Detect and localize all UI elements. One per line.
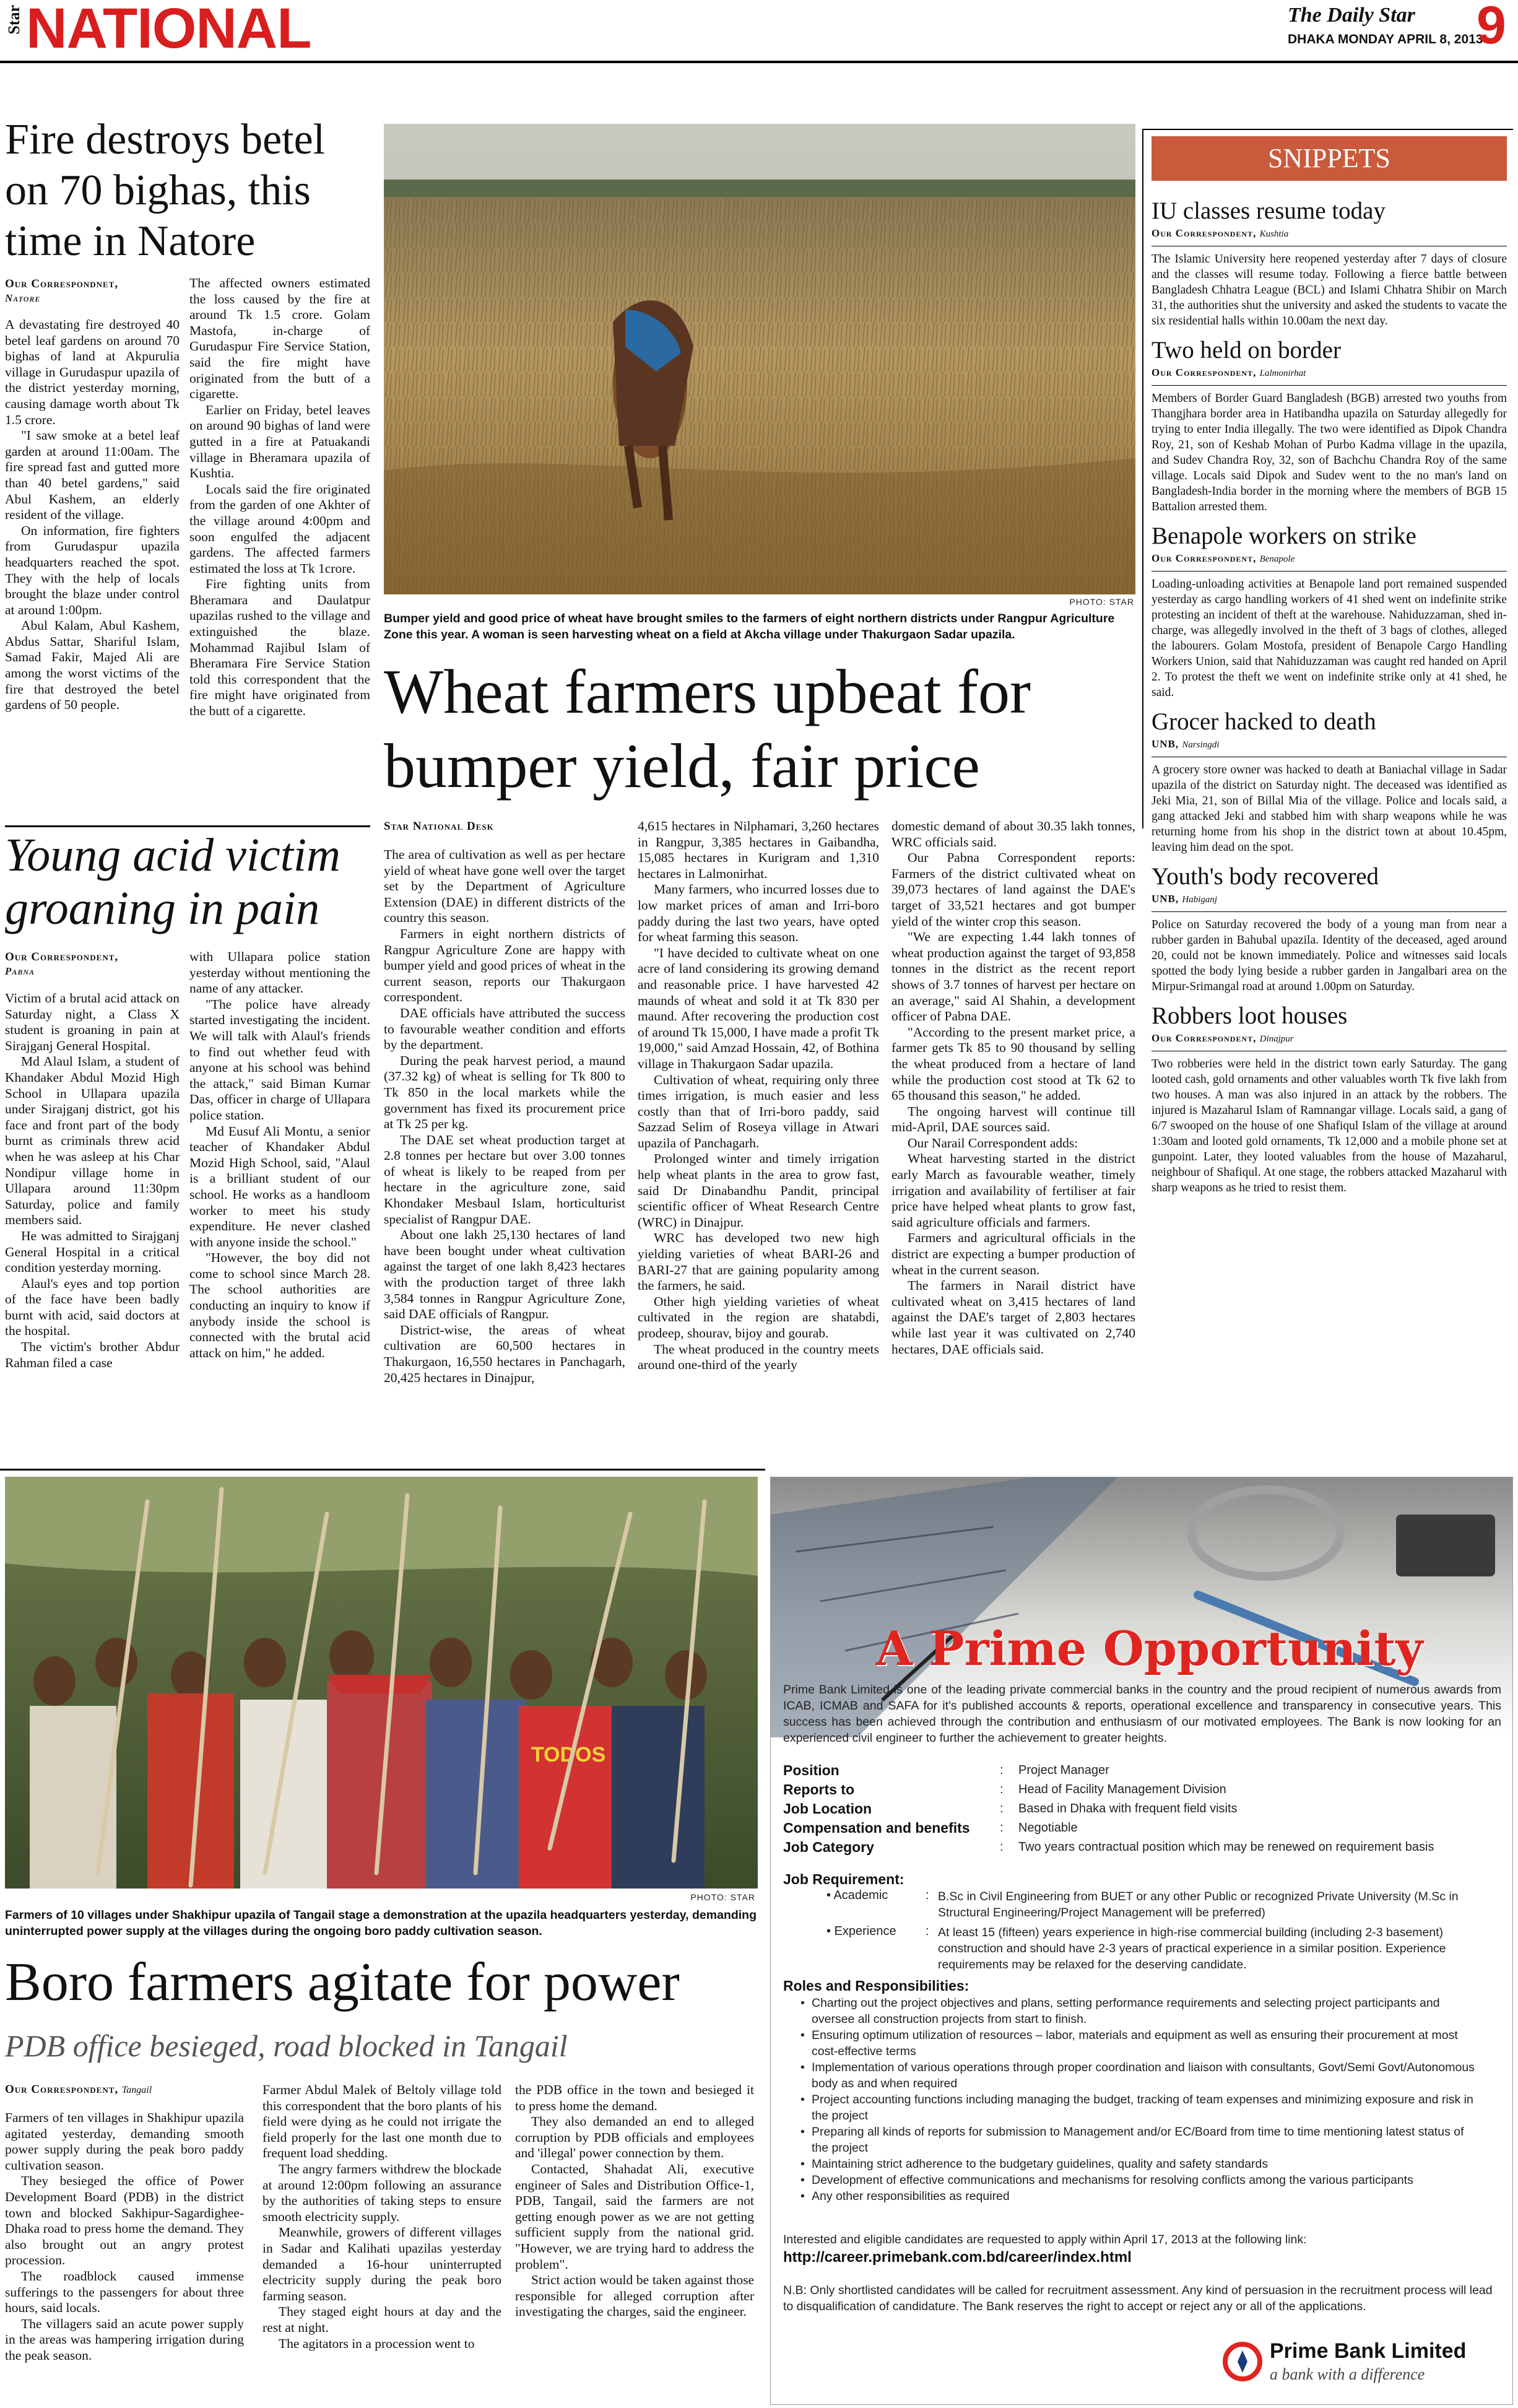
snippet-rule [1152,571,1507,572]
snippet-item [1152,197,1507,329]
ad-headline: A Prime Opportunity [876,1621,1423,1676]
wheat-byline: Star National Desk [384,820,494,833]
snippet-headline: Grocer hacked to death [1152,708,1376,735]
snippet-location: Habiganj [1182,895,1218,905]
wheat-paragraph: District-wise, the areas of wheat cultivation are 60,500 hectares in Thakurgaon, 16,550 hectares in Panchagarh, 20,425 hectares in Dinajpur, [384,1322,625,1385]
ad-field-label: Job Category [783,1839,874,1855]
wheat-paragraph: 4,615 hectares in Nilphamari, 3,260 hectares in Rangpur, 3,385 hectares in Gaibandha, 15,085 hectares in Kurigram and 1,310 hectares in Lalmonirhat. [638,819,879,881]
acid-paragraph: Victim of a brutal acid attack on Saturday night, a Class X student is groaning in pain at Sirajganj General Hospital. [5,991,180,1053]
ad-field-label: Reports to [783,1781,854,1797]
wheat-paragraph: WRC has developed two new high yielding varieties of wheat BARI-26 and BARI-27 that are gaining popularity among the farmers, he said. [638,1230,879,1293]
boro-column-1 [5,2110,244,2364]
ad-requirement-value: B.Sc in Civil Engineering from BUET or any other Public or recognized Private University (M.Sc in Structural Engineering/Project Management will be preferred) [938,1890,1459,1919]
wheat-column-2 [638,819,879,1373]
boro-paragraph: the PDB office in the town and besieged it to press home the demand. [515,2082,754,2113]
snippet-headline: Benapole workers on strike [1152,523,1416,549]
boro-paragraph: Strict action would be taken against those responsible for alleged corruption after investigating the charges, said the engineer. [515,2272,754,2319]
ad-field-value: Negotiable [1018,1821,1078,1835]
wheat-paragraph: "We are expecting 1.44 lakh tonnes of wheat production against the target of 93,858 tonnes in the district as the recent report shows of 3.7 tonnes of harvest per hectare on an average," said Al Shahin, a development officer of Pabna DAE. [891,929,1135,1024]
fire-paragraph: Earlier on Friday, betel leaves on around 90 bighas of land were gutted in a fire at Patuakandi village in Bheramara upazila of Kushtia. [189,402,370,481]
section-title: NATIONAL [26,0,311,60]
snippets-title: SNIPPETS [1267,143,1391,173]
ad-apply-text: Interested and eligible candidates are requested to apply within April 17, 2013 at the following link: [783,2233,1307,2246]
protest-photo [5,1477,758,1889]
masthead [0,0,1518,62]
ad-field-colon: : [1000,1802,1004,1815]
wheat-paragraph: The farmers in Narail district have cultivated wheat on 3,415 hectares of land against the DAE's target of 2,803 hectares while last year it was cultivated on 2,740 hectares, DAE officials said. [891,1278,1135,1357]
ad-field-colon: : [1000,1783,1004,1796]
snippet-item [1152,522,1507,700]
star-logo: Star [5,5,23,35]
snippet-text: Loading-unloading activities at Benapole land port remained suspended yesterday as cargo handling workers of 41 shed went on indefinite strike protesting an incident of theft at the warehouse. Nahiduzzaman, shed in-charge, was allegedly involved in the theft of 3 bags of clothes, alleged the labourers. Golam Mostofa, president of Benapole Cargo Handling Workers Union, said that Nahiduzzaman was caught red handed on April 2. To protest the theft we went on indefinite strike only at 41 shed, he said. [1152,578,1507,699]
wheat-column-1 [384,847,625,1386]
fire-paragraph: On information, fire fighters from Gurudaspur upazila headquarters reached the spot. They with the help of locals brought the blaze under control at around 1:00pm. [5,523,180,617]
snippet-rule [1152,911,1507,912]
snippet-headline: IU classes resume today [1152,198,1386,224]
snippet-byline: Our Correspondent, Dinajpur [1152,1032,1294,1044]
fire-paragraph: A devastating fire destroyed 40 betel leaf gardens on around 70 bighas of land at Akpurulia village in Gurudaspur upazila of the district yesterday morning, causing damage worth about Tk 1.5 crore. [5,317,180,427]
boro-paragraph: They staged eight hours at day and the rest at night. [262,2304,501,2335]
ad-field-value: Two years contractual position which may be renewed on requirement basis [1018,1840,1434,1854]
ad-role-item: • Maintaining strict adherence to the budgetary guidelines, quality and safety standards [783,2156,1477,2172]
snippet-location: Lalmonirhat [1259,368,1306,378]
wheat-paragraph: Prolonged winter and timely irrigation help wheat plants in the area to grow fast, said Dr Dinabandhu Pandit, principal scientific officer of Wheat Research Centre (WRC) in Dinajpur. [638,1151,879,1230]
boro-paragraph: The angry farmers withdrew the blockade at around 12:00pm following an assurance by the authorities of taking steps to ensure smooth electricity supply. [262,2161,501,2224]
snippet-headline: Youth's body recovered [1152,863,1379,890]
ad-field-label: Job Location [783,1801,872,1817]
boro-column-2 [262,2082,501,2352]
wheat-paragraph: The wheat produced in the country meets around one-third of the yearly [638,1341,879,1373]
snippet-location: Benapole [1259,554,1295,564]
ad-role-item: • Charting out the project objectives and plans, setting performance requirements and selecting project participants and oversee all construction projects from start to finish. [783,1995,1477,2027]
snippet-byline: Our Correspondent, Benapole [1152,552,1295,564]
wheat-paragraph: The ongoing harvest will continue till mid-April, DAE sources said. [891,1103,1135,1135]
snippet-location: Kushtia [1259,229,1289,239]
snippet-headline: Two held on border [1152,337,1341,363]
wheat-harvest-photo [384,124,1135,594]
snippet-item [1152,708,1507,855]
wheat-paragraph: During the peak harvest period, a maund (37.32 kg) of wheat is selling for Tk 800 to Tk 850 in the local markets while the government has fixed its procurement price at Tk 25 per kg. [384,1053,625,1132]
ad-roles-list [783,1995,1477,2204]
acid-byline [5,950,178,978]
snippet-byline: Our Correspondent, Lalmonirhat [1152,367,1306,378]
wheat-paragraph: Many farmers, who incurred losses due to low market prices of aman and Irri-boro paddy during the last two years, have opted for wheat farming this season. [638,882,879,945]
ad-role-item: • Implementation of various operations through proper coordination and liaison with consultants, Govt/Semi Govt/Autonomous body as and when required [783,2059,1477,2092]
ad-intro: Prime Bank Limited is one of the leading private commercial banks in the country and the proud recipient of numerous awards from ICAB, ICMAB and SAFA for it's published accounts & reports, operational excellence and transparency in consecutive years. This success has been achieved through the contribution and enthusiasm of our motivated employees. The Bank is now looking for an experienced civil engineer to further the achievement to greater heights. [783,1683,1501,1745]
boro-byline-location: Tangail [121,2085,152,2095]
snippet-byline: Our Correspondent, Kushtia [1152,227,1289,239]
wheat-paragraph: Cultivation of wheat, requiring only three times irrigation, is much easier and less costly than that of Irri-boro paddy, said Sazzad Selim of Roseya village in Atwari upazila of Panchagarh. [638,1072,879,1150]
brand-name: The Daily Star [1288,4,1415,27]
fire-byline-name: Our Correspondnet, [5,277,119,290]
fire-paragraph: Locals said the fire originated from the garden of one Akhter of the village around 4:00pm and soon engulfed the adjacent gardens. The affected farmers estimated the loss at Tk 1crore. [189,481,370,576]
acid-paragraph: with Ullapara police station yesterday without mentioning the name of any attacker. [189,949,370,996]
boro-paragraph: Farmers of ten villages in Shakhipur upazila agitated yesterday, demanding smooth power supply during the peak boro paddy cultivation season. [5,2110,244,2173]
wheat-paragraph: The area of cultivation as well as per hectare yield of wheat have gone well over the target set by the Department of Agriculture Extension (DAE) in different districts of the country this season. [384,847,625,926]
ad-requirement-row [783,1889,1501,1921]
snippet-location: Narsingdi [1182,740,1220,750]
fire-headline: Fire destroys betel on 70 bighas, this time in Natore [5,116,326,265]
ad-field-row [783,1761,1501,1780]
wheat-paragraph: Our Narail Correspondent adds: [908,1135,1078,1150]
ad-apply-link[interactable]: http://career.primebank.com.bd/career/index.html [783,2249,1132,2266]
snippet-text: Members of Border Guard Bangladesh (BGB) arrested two youths from Thangjhara border area in Hatibandha upazila on Saturday allegedly for trying to enter India illegally. The two were identified as Dipok Chandra Roy, 21, son of Keshab Mohan of Purbo Kadma village in the upazila, and Sudev Chandra Roy, 32, son of Bachchu Chandra Roy of the same village. Locals said Dipok and Sudev went to the no man's land on Bangladesh-India border in the morning where the members of BGB 15 Battalion arrested them. [1152,392,1507,513]
acid-paragraph: "However, the boy did not come to school since March 28. The school authorities are conducting an inquiry to know if anybody inside the school is connected with the brutal acid attack on him," he added. [189,1250,370,1360]
snippet-byline: UNB, Narsingdi [1152,738,1220,750]
wheat-paragraph: Our Pabna Correspondent reports: Farmers of the district cultivated wheat on 39,073 hectares of land against the DAE's target of 33,521 hectares and got bumper yield of the winter crop this season. [891,850,1135,929]
boro-paragraph: Meanwhile, growers of different villages in Sadar and Kalihati upazilas yesterday demanded a 16-hour uninterrupted electricity supply during the peak boro farming season. [262,2225,501,2303]
ad-field-colon: : [1000,1840,1004,1854]
fire-column-2 [189,276,370,719]
boro-paragraph: The agitators in a procession went to [279,2336,475,2351]
acid-paragraph: Alaul's eyes and top portion of the face have been badly burnt with acid, said doctors at the hospital. [5,1276,180,1339]
ad-requirement-title: Job Requirement: [783,1871,904,1887]
ad-requirement-row [783,1924,1501,1973]
fire-paragraph: Fire fighting units from Bheramara and Daulatpur upazilas rushed to the village and extinguished the blaze. Mohammad Rajibul Islam of Bheramara Fire Service Station told this correspondent that the fire might have originated from the butt of a cigarette. [189,576,370,719]
snippets-list [1152,197,1507,1203]
ad-role-item: • Preparing all kinds of reports for submission to Management and/or EC/Board from time to time mentioning latest status of the project [783,2124,1477,2156]
wheat-paragraph: Farmers and agricultural officials in the district are expecting a bumper production of wheat in the current season. [891,1230,1135,1277]
boro-byline-name: Our Correspondent, [5,2083,119,2096]
ad-field-row [783,1819,1501,1838]
snippet-item [1152,336,1507,515]
section-divider [0,1469,765,1471]
divider [5,825,370,827]
snippet-text: A grocery store owner was hacked to death at Baniachal village in Sadar upazila of the district on Saturday night. The deceased was identified as Jeki Mia, 21, son of Billal Mia of the village. Police and locals said, a gang attacked Jeki and stabbed him with sharp weapons while he was returning home from his shop in the district town at about 10.45pm, leaving him dead on the spot. [1152,763,1507,854]
boro-byline [5,2083,253,2097]
acid-paragraph: He was admitted to Sirajganj General Hospital in a critical condition yesterday morning. [5,1228,180,1276]
snippet-item [1152,863,1507,994]
wheat-paragraph: domestic demand of about 30.35 lakh tonnes, WRC officials said. [891,819,1135,850]
wheat-paragraph: DAE officials have attributed the success to favourable weather condition and efforts by the department. [384,1005,625,1053]
boro-column-3 [515,2082,754,2320]
boro-paragraph: The villagers said an acute power supply in the areas was hampering irrigation during the peak season. [5,2316,244,2363]
dateline: DHAKA MONDAY APRIL 8, 2013 [1288,32,1483,46]
prime-bank-logo-icon [1223,2342,1262,2381]
snippet-text: The Islamic University here reopened yesterday after 7 days of closure and the classes will resume today. Following a fierce battle between Bangladesh Chhatra League (BCL) and Islami Chhatra Shibir on March 31, the authorities shut the university and asked the students to vacate the six residential halls within 10.00am the next day. [1152,253,1507,328]
fire-column-1 [5,317,180,713]
boro-paragraph: Contacted, Shahadat Ali, executive engineer of Sales and Distribution Office-1, PDB, Tangail, said the farmers are not getting enough power as we are not getting sufficient supply from the national grid. "However, we are trying hard to address the problem". [515,2161,754,2272]
snippet-text: Police on Saturday recovered the body of a young man from near a rubber garden in Bahubal upazila. Identity of the deceased, aged around 20, could not be known immediately. Police and witnesses said locals spotted the body lying beside a rubber garden in Jangalbari area on the Mirpur-Srimangal road at around 1.00pm on Saturday. [1152,918,1507,993]
prime-bank-logo [1223,2338,1507,2388]
wheat-paragraph: "I have decided to cultivate wheat on one acre of land considering its growing demand and reasonable price. I have harvested 42 maunds of wheat and sold it at Tk 830 per maund. After recovering the production cost of around Tk 15,000, I have made a profit Tk 19,000," said Amzad Hossain, 42, of Bothina village in Thakurgaon Sadar upazila. [638,945,879,1071]
ad-field-value: Head of Facility Management Division [1018,1783,1226,1796]
snippet-headline: Robbers loot houses [1152,1002,1348,1029]
wheat-photo-credit: PHOTO: STAR [1069,597,1134,607]
snippet-location: Dinajpur [1259,1034,1294,1044]
ad-requirement-colon: : [926,1889,929,1902]
logo-name: Prime Bank Limited [1270,2339,1467,2363]
ad-role-item: • Project accounting functions including managing the budget, tracking of team expenses and minimizing exposure and risk in the project [783,2092,1477,2124]
acid-headline: Young acid victim groaning in pain [5,829,340,934]
boro-subheadline: PDB office besieged, road blocked in Tangail [5,2028,568,2063]
fire-paragraph: Abul Kalam, Abul Kashem, Abdus Sattar, Shariful Islam, Samad Fakir, Majed Ali are among the worst victims of the fire that destroyed the betel gardens of 50 people. [5,618,180,713]
shirt-text: TODOS [531,1743,606,1767]
ad-field-row [783,1799,1501,1819]
ad-role-item: • Any other responsibilities as required [783,2188,1477,2204]
ad-role-item: • Ensuring optimum utilization of resources – labor, materials and equipment as well as ensuring their procurement at most cost-effective terms [783,2027,1477,2059]
boro-paragraph: They besieged the office of Power Development Board (PDB) in the district town and blocked Sakhipur-Sagardighee-Dhaka road to press home the demand. They also brought out an angry protest procession. [5,2173,244,2268]
boro-headline: Boro farmers agitate for power [5,1952,680,2012]
ad-field-row [783,1780,1501,1799]
fire-paragraph: The affected owners estimated the loss caused by the fire at around Tk 1.5 crore. Golam Mastofa, in-charge of Gurudaspur Fire Service Station, said the fire might have originated from the butt of a cigarette. [189,276,370,402]
ad-requirement-colon: : [926,1924,929,1938]
wheat-column-3 [891,819,1135,1357]
masthead-rule [0,61,1518,63]
wheat-paragraph: Other high yielding varieties of wheat cultivated in the region are shatabdi, prodeep, shourav, bijoy and gourab. [638,1293,879,1341]
ad-field-label: Position [783,1762,839,1778]
acid-byline-name: Our Correspondent, [5,950,119,963]
ad-requirement-value: At least 15 (fifteen) years experience in high-rise commercial building (including 2-3 basement) construction and should have 2-3 years of practical experience in a similar position. Experience requirements may be relaxed for the deserving candidate. [938,1926,1446,1971]
fire-paragraph: "I saw smoke at a betel leaf garden at around 11:00am. The fire spread fast and gutted more than 40 betel gardens," said Abul Kashem, an elderly resident of the village. [5,428,180,523]
snippet-byline: UNB, Habiganj [1152,893,1218,905]
snippet-text: Two robberies were held in the district town early Saturday. The gang looted cash, gold ornaments and other valuables worth Tk five lakh from two houses. A man was also injured in an attack by the robbers. The injured is Mazaharul Islam of Ramnangar village. Locals said, a gang of 6/7 swooped on the house of one Shafiqul Islam of the village at around 1:30am and looted gold ornaments, Tk 12,000 and a mobile phone set at gunpoint. Later, they looted valuables from the house of Mazaharul, neighbour of Shafiqul. At one stage, the robbers attacked Mazaharul with sharp weapons as he tried to resist them. [1152,1058,1507,1194]
acid-paragraph: Md Alaul Islam, a student of Khandaker Abdul Mozid High School in Ullapara upazila under Sirajganj district, got his face and front part of the body burnt as criminals threw acid when he was asleep at his Char Nondipur village home in Ullapara around 11:30pm Saturday, police and family members said. [5,1054,180,1228]
wheat-paragraph: About one lakh 25,130 hectares of land have been bought under wheat cultivation against the target of one lakh 8,423 hectares with the production target of three lakh 3,584 tonnes in Rangpur Agriculture Zone, said DAE officials of Rangpur. [384,1227,625,1322]
acid-byline-location: Pabna [5,965,35,977]
snippet-rule [1152,385,1507,386]
ad-field-label: Compensation and benefits [783,1820,970,1836]
prime-bank-ad [770,1477,1513,2405]
ad-field-row [783,1838,1501,1857]
snippet-item [1152,1002,1507,1196]
acid-column-2 [189,949,370,1361]
wheat-paragraph: The DAE set wheat production target at 2.8 tonnes per hectare but over 3.00 tonnes of wheat is likely to be reaped from per hectare in the agriculture zone, said Khondaker Mesbaul Islam, horticulturist specialist of Rangpur DAE. [384,1132,625,1227]
acid-column-1 [5,991,180,1371]
boro-paragraph: Farmer Abdul Malek of Beltoly village told this correspondent that the boro plants of his field were dying as he could not irrigate the field properly for the last one month due to frequent load shedding. [262,2082,501,2161]
protest-photo-credit: PHOTO: STAR [690,1892,755,1902]
fire-byline-location: Natore [5,292,41,304]
boro-paragraph: The roadblock caused immense sufferings to the passengers for about three hours, said locals. [5,2268,244,2316]
logo-tagline: a bank with a difference [1270,2365,1425,2383]
ad-requirement-label: • Experience [826,1924,896,1938]
acid-paragraph: "The police have already started investigating the incident. We will talk with Alaul's friends to find out whether feud with anyone at his school was behind the attack," said Biman Kumar Das, officer in charge of Ullapara police station. [189,996,370,1123]
acid-paragraph: The victim's brother Abdur Rahman filed a case [5,1339,180,1370]
acid-paragraph: Md Eusuf Ali Montu, a senior teacher of Khandaker Abdul Mozid High School, said, "Alaul is a brilliant student of our school. He works as a handloom worker to meet his study expenditure. He never clashed with anyone inside the school." [189,1123,370,1250]
wheat-paragraph: Wheat harvesting started in the district early March as favourable weather, timely irrigation and availability of fertiliser at fair price have helped wheat plants to grow fast, said agriculture officials and farmers. [891,1151,1135,1230]
ad-field-value: Based in Dhaka with frequent field visits [1018,1802,1238,1815]
page-number: 9 [1477,0,1506,55]
wheat-headline: Wheat farmers upbeat for bumper yield, fair price [384,657,1031,801]
ad-field-colon: : [1000,1821,1004,1835]
ad-fields [783,1761,1501,1857]
protest-photo-caption: Farmers of 10 villages under Shakhipur upazila of Tangail stage a demonstration at the upazila headquarters yesterday, demanding uninterrupted power supply at the villages during the ongoing boro paddy cultivation season. [5,1908,757,1938]
fire-byline [5,277,178,305]
wheat-paragraph: Farmers in eight northern districts of Rangpur Agriculture Zone are happy with bumper yield and good prices of wheat in the current season, reports our Thakurgaon correspondent. [384,926,625,1005]
ad-requirements [783,1889,1501,1976]
ad-roles-title: Roles and Responsibilities: [783,1978,969,1994]
ad-role-item: • Development of effective communications and mechanisms for resolving conflicts among the various participants [783,2172,1477,2188]
boro-paragraph: They also demanded an end to alleged corruption by PDB officials and employees and 'illegal' power connection by them. [515,2114,754,2161]
wheat-paragraph: "According to the present market price, a farmer gets Tk 85 to 90 thousand by selling the wheat produced from a hectare of land while the production cost stood at Tk 62 to 65 thousand this season," he added. [891,1024,1135,1103]
snippets-title-bar [1152,136,1507,181]
wheat-photo-caption: Bumper yield and good price of wheat have brought smiles to the farmers of eight northern districts under Rangpur Agriculture Zone this year. A woman is seen harvesting wheat on a field at Akcha village under Thakurgaon Sadar upazila. [384,612,1115,641]
ad-field-value: Project Manager [1018,1763,1109,1777]
ad-requirement-label: • Academic [826,1889,888,1902]
ad-field-colon: : [1000,1763,1004,1777]
ad-note: N.B: Only shortlisted candidates will be called for recruitment assessment. Any kind of persuasion in the recruitment process will lead to disqualification of candidature. The Bank reserves the right to accept or reject any or all of the applications. [783,2284,1493,2313]
